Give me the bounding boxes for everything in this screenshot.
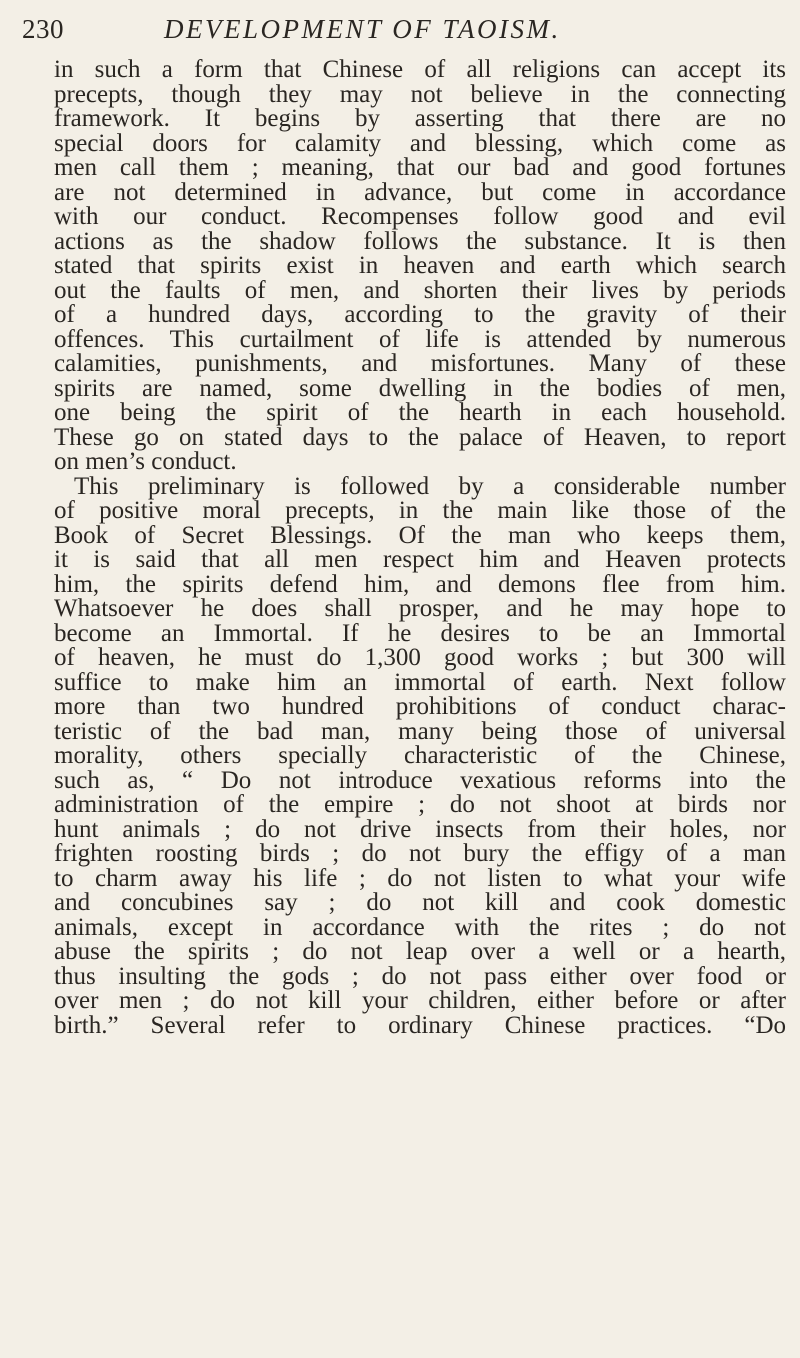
running-head bbox=[22, 14, 778, 48]
text-line: hunt animals ; do not drive insects from their holes, nor bbox=[54, 815, 786, 843]
text-line: Whatsoever he does shall prosper, and he may hope to bbox=[54, 595, 786, 622]
body-text bbox=[54, 58, 786, 1038]
text-line: special doors for calamity and blessing, which come as bbox=[54, 129, 786, 157]
text-line: over men ; do not kill your children, either before or after bbox=[54, 987, 786, 1014]
text-line: with our conduct. Recompenses follow good and evil bbox=[54, 203, 786, 230]
text-line: actions as the shadow follows the substance. It is then bbox=[54, 227, 786, 255]
text-line: it is said that all men respect him and Heaven protects bbox=[54, 546, 786, 573]
text-line: thus insulting the gods ; do not pass either over food or bbox=[54, 962, 786, 990]
text-line: suffice to make him an immortal of earth. Next follow bbox=[54, 668, 786, 696]
text-line: spirits are named, some dwelling in the bodies of men, bbox=[54, 374, 786, 402]
text-line: him, the spirits defend him, and demons flee from him. bbox=[54, 570, 786, 598]
paragraph-start-line: This preliminary is followed by a considerable number bbox=[74, 472, 786, 500]
text-line: morality, others specially characteristic of the Chinese, bbox=[54, 742, 786, 769]
text-line: of a hundred days, according to the gravity of their bbox=[54, 301, 786, 328]
text-line: precepts, though they may not believe in the connecting bbox=[54, 80, 786, 108]
text-line: frighten roosting birds ; do not bury the effigy of a man bbox=[54, 840, 786, 867]
text-line: administration of the empire ; do not shoot at birds nor bbox=[54, 791, 786, 818]
paragraph-end-line: on men’s conduct. bbox=[54, 448, 237, 475]
text-line: are not determined in advance, but come in accordance bbox=[54, 178, 786, 206]
text-line: calamities, punishments, and misfortunes. Many of these bbox=[54, 350, 786, 377]
text-line: These go on stated days to the palace of Heaven, to report bbox=[54, 423, 786, 451]
text-line: to charm away his life ; do not listen to what your wife bbox=[54, 864, 786, 892]
page-number: 230 bbox=[22, 14, 64, 44]
text-line: in such a form that Chinese of all religions can accept its bbox=[54, 56, 786, 83]
running-title: DEVELOPMENT OF TAOISM. bbox=[164, 14, 561, 44]
text-line: Book of Secret Blessings. Of the man who keeps them, bbox=[54, 521, 786, 549]
text-line: offences. This curtailment of life is attended by numerous bbox=[54, 325, 786, 353]
text-line: of heaven, he must do 1,300 good works ; but 300 will bbox=[54, 644, 786, 671]
text-line: out the faults of men, and shorten their lives by periods bbox=[54, 276, 786, 304]
text-line: of positive moral precepts, in the main like those of the bbox=[54, 497, 786, 524]
text-line: and concubines say ; do not kill and cook domestic bbox=[54, 889, 786, 916]
text-line: abuse the spirits ; do not leap over a well or a hearth, bbox=[54, 938, 786, 965]
text-line: such as, “ Do not introduce vexatious reforms into the bbox=[54, 766, 786, 794]
text-line: animals, except in accordance with the rites ; do not bbox=[54, 913, 786, 941]
text-line: become an Immortal. If he desires to be an Immortal bbox=[54, 619, 786, 647]
text-line: birth.” Several refer to ordinary Chinese practices. “Do bbox=[54, 1011, 786, 1039]
text-line: stated that spirits exist in heaven and earth which search bbox=[54, 252, 786, 279]
text-line: men call them ; meaning, that our bad and good fortunes bbox=[54, 154, 786, 181]
text-line: more than two hundred prohibitions of conduct charac- bbox=[54, 693, 786, 720]
text-line: framework. It begins by asserting that there are no bbox=[54, 105, 786, 132]
text-line: one being the spirit of the hearth in each household. bbox=[54, 399, 786, 426]
text-line: teristic of the bad man, many being those of universal bbox=[54, 717, 786, 745]
